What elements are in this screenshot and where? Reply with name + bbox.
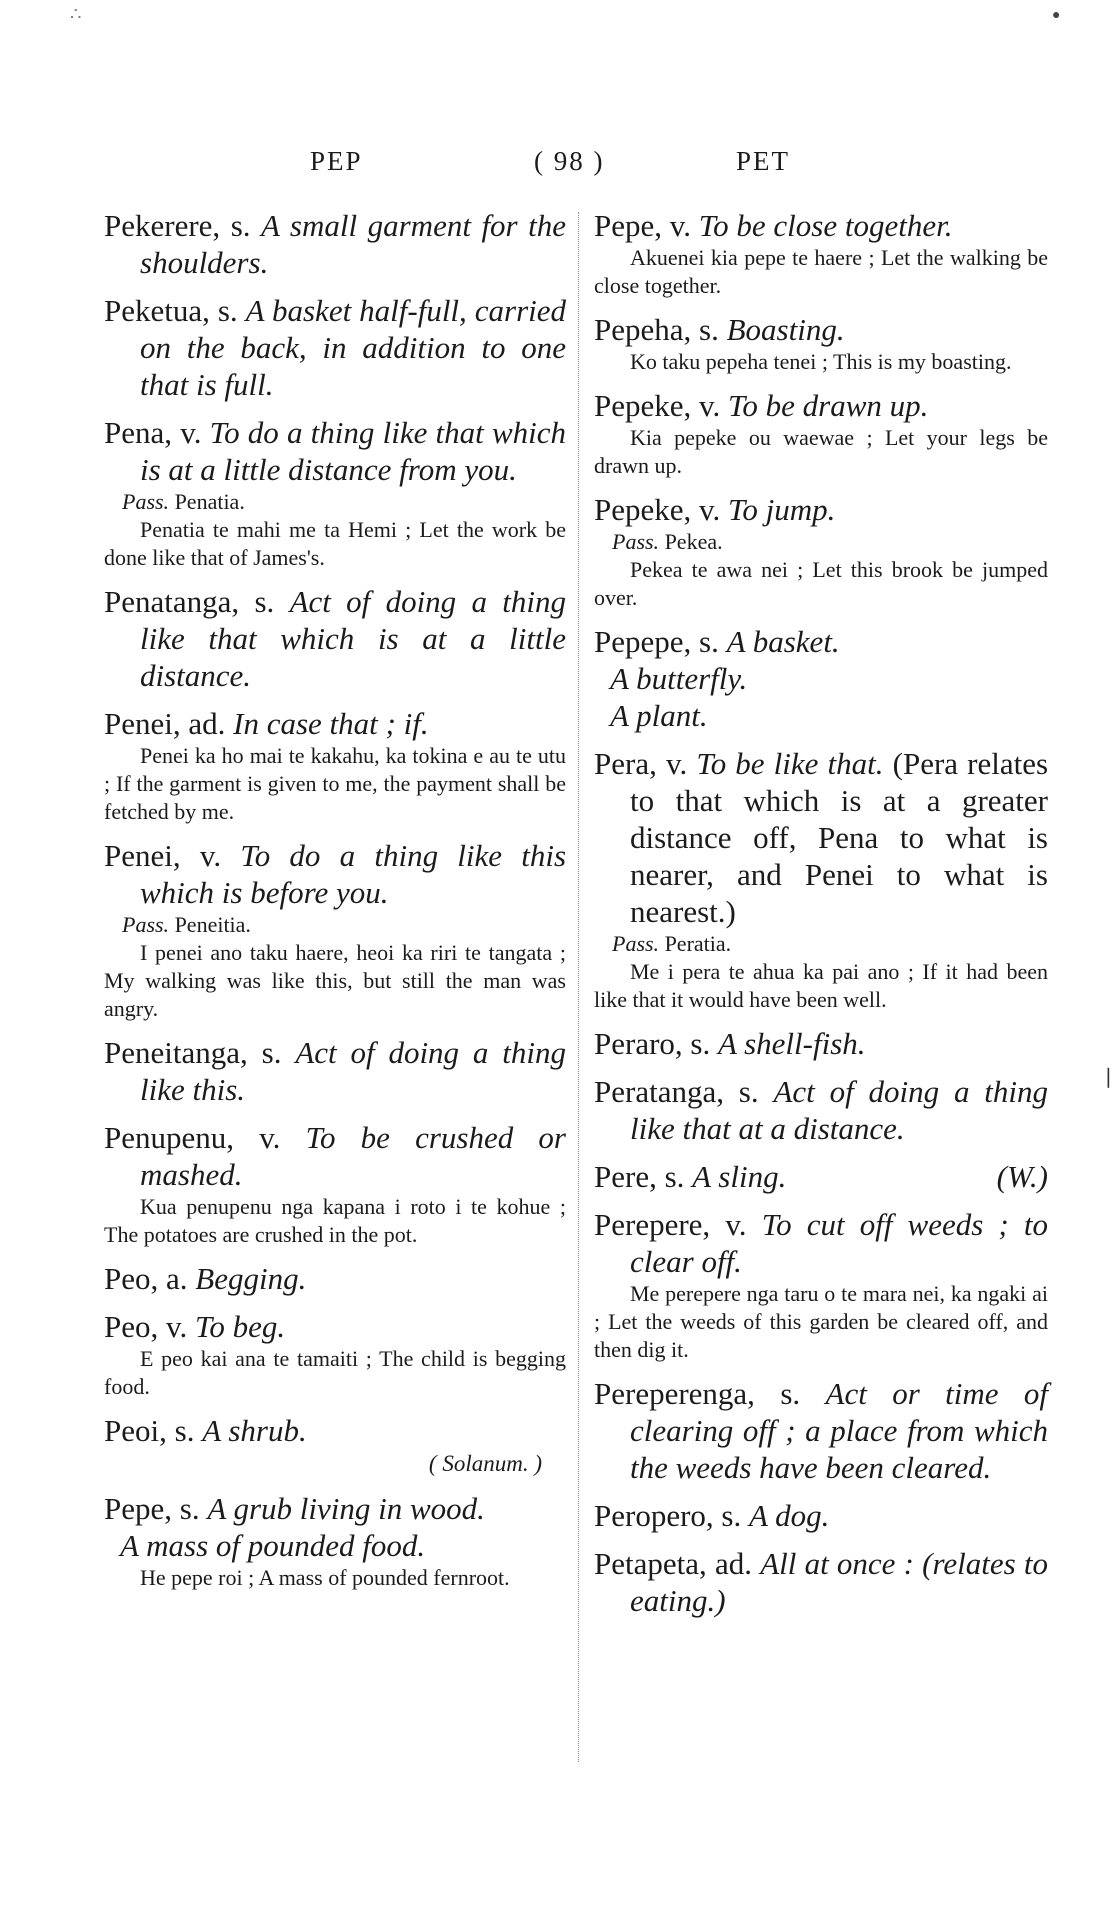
entry-line — [594, 745, 1048, 930]
headword: Peo, — [104, 1309, 159, 1344]
margin-mark-icon: ❘ — [1100, 1066, 1117, 1088]
headword: Pekerere, — [104, 208, 221, 243]
part-of-speech: v. — [180, 415, 202, 450]
definition: Begging. — [195, 1261, 307, 1296]
part-of-speech: s. — [690, 1026, 711, 1061]
dictionary-entry — [104, 1490, 566, 1592]
definition: A dog. — [748, 1498, 830, 1533]
header-left: PEP — [310, 146, 363, 176]
definition: To jump. — [728, 492, 836, 527]
passive-form — [104, 488, 566, 516]
corner-mark-icon: ∴ — [70, 4, 82, 24]
dictionary-entry — [104, 1034, 566, 1108]
headword: Peneitanga, — [104, 1035, 248, 1070]
definition: A basket. — [726, 624, 840, 659]
entry-line — [104, 583, 566, 694]
definition: To be drawn up. — [728, 388, 929, 423]
entry-line — [594, 623, 1048, 660]
example-sentence: He pepe roi ; A mass of pounded fernroot. — [140, 1565, 510, 1590]
dictionary-entry — [104, 207, 566, 281]
dictionary-entry — [594, 623, 1048, 734]
definition: To be crushed or mashed. — [140, 1120, 566, 1192]
example-sentence: Ko taku pepeha tenei ; This is my boasting. — [630, 349, 1012, 374]
definition: Act or time of clearing off ; a place from which the weeds have been cleared. — [630, 1376, 1048, 1485]
part-of-speech: s. — [780, 1376, 801, 1411]
headword: Peropero, — [594, 1498, 714, 1533]
entry-line — [104, 1490, 566, 1527]
example-sentence: Kua penupenu nga kapana i roto i te kohue ; The potatoes are crushed in the pot. — [104, 1194, 566, 1247]
definition: Act of doing a thing like that which is at a little distance. — [140, 584, 566, 693]
dictionary-entry — [104, 1412, 566, 1479]
dictionary-entry — [594, 1545, 1048, 1619]
definition: All at once : (relates to eating.) — [630, 1546, 1049, 1618]
headword: Peraro, — [594, 1026, 683, 1061]
dictionary-entry — [594, 491, 1048, 612]
dictionary-entry — [594, 1158, 1048, 1195]
definition: Act of doing a thing like this. — [140, 1035, 566, 1107]
example-sentence: Penei ka ho mai te kakahu, ka tokina e au te utu ; If the garment is given to me, the payment shall be fetched by me. — [104, 743, 566, 824]
definition: A grub living in wood. — [207, 1491, 485, 1526]
passive-value: Penatia. — [174, 489, 245, 514]
part-of-speech: s. — [179, 1491, 200, 1526]
part-of-speech: v. — [665, 746, 688, 781]
passive-label: Pass. — [612, 529, 660, 554]
entry-line — [594, 1025, 1048, 1062]
headword: Perepere, — [594, 1207, 711, 1242]
headword: Pereperenga, — [594, 1376, 755, 1411]
headword: Penatanga, — [104, 584, 240, 619]
example-sentence: E peo kai ana te tamaiti ; The child is begging food. — [104, 1346, 566, 1399]
headword: Pera, — [594, 746, 657, 781]
definition: A sling. — [692, 1159, 787, 1194]
headword: Penupenu, — [104, 1120, 235, 1155]
dictionary-entry — [104, 1308, 566, 1401]
headword: Peoi, — [104, 1413, 167, 1448]
definition: To beg. — [195, 1309, 286, 1344]
part-of-speech: v. — [699, 388, 721, 423]
definition: In case that ; if. — [233, 706, 429, 741]
part-of-speech: v. — [259, 1120, 281, 1155]
part-of-speech: s. — [261, 1035, 282, 1070]
part-of-speech: s. — [230, 208, 251, 243]
definition: A shell-fish. — [717, 1026, 866, 1061]
definition: To be close together. — [698, 208, 953, 243]
dictionary-entry — [104, 1119, 566, 1249]
part-of-speech: ad. — [714, 1546, 752, 1581]
entry-line — [594, 1497, 1048, 1534]
dictionary-entry — [104, 837, 566, 1023]
part-of-speech: s. — [721, 1498, 742, 1533]
example-sentence: I penei ano taku haere, heoi ka riri te tangata ; My walking was like this, but still the man was angry. — [104, 940, 566, 1021]
passive-form — [104, 911, 566, 939]
definition: To do a thing like that which is at a little distance from you. — [140, 415, 567, 487]
passive-label: Pass. — [122, 912, 170, 937]
headword: Peo, — [104, 1261, 159, 1296]
part-of-speech: v. — [725, 1207, 747, 1242]
dictionary-entry — [594, 1375, 1048, 1486]
headword: Pere, — [594, 1159, 657, 1194]
dictionary-entry — [594, 311, 1048, 376]
part-of-speech: s. — [699, 624, 719, 659]
passive-value: Peratia. — [664, 931, 732, 956]
entry-line — [104, 292, 566, 403]
entry-line — [594, 1375, 1048, 1486]
headword: Pepeke, — [594, 492, 692, 527]
entry-line — [104, 207, 566, 281]
entry-line — [594, 1206, 1048, 1280]
headword: Pepepe, — [594, 624, 692, 659]
part-of-speech: s. — [664, 1159, 685, 1194]
botanical-name: ( Solanum. ) — [428, 1451, 542, 1476]
dictionary-entry — [594, 387, 1048, 480]
entry-line — [104, 414, 566, 488]
left-column — [104, 207, 566, 1603]
dictionary-entry — [104, 292, 566, 403]
headword: Pepe, — [104, 1491, 173, 1526]
definition: To do a thing like this which is before you. — [140, 838, 567, 910]
sub-definition: A plant. — [610, 698, 708, 733]
headword: Penei, — [104, 838, 181, 873]
part-of-speech: v. — [199, 838, 222, 873]
example-sentence: Penatia te mahi me ta Hemi ; Let the work be done like that of James's. — [104, 517, 566, 570]
example-sentence: Akuenei kia pepe te haere ; Let the walking be close together. — [594, 245, 1048, 298]
header-right: PET — [736, 146, 791, 176]
passive-label: Pass. — [122, 489, 170, 514]
dictionary-entry — [594, 207, 1048, 300]
usage-note: (Pera relates to that which is at a greater distance off, Pena to what is nearer, and Penei to what is nearest.) — [630, 746, 1049, 929]
part-of-speech: s. — [174, 1413, 195, 1448]
headword: Penei, — [104, 706, 181, 741]
entry-line — [594, 491, 1048, 528]
definition: To cut off weeds ; to clear off. — [630, 1207, 1048, 1279]
dictionary-entry — [104, 1260, 566, 1297]
dictionary-entry — [594, 1073, 1048, 1147]
part-of-speech: v. — [669, 208, 692, 243]
entry-line — [104, 837, 566, 911]
part-of-speech: s. — [738, 1074, 759, 1109]
passive-form — [594, 930, 1048, 958]
passive-value: Peneitia. — [174, 912, 251, 937]
right-column — [594, 207, 1048, 1630]
entry-line — [104, 1308, 566, 1345]
dictionary-entry — [104, 414, 566, 572]
example-sentence: Pekea te awa nei ; Let this brook be jumped over. — [594, 557, 1048, 610]
dictionary-entry — [594, 745, 1048, 1014]
headword: Peratanga, — [594, 1074, 724, 1109]
part-of-speech: s. — [217, 293, 238, 328]
entry-line — [104, 1119, 566, 1193]
dictionary-entry — [594, 1206, 1048, 1364]
part-of-speech: ad. — [188, 706, 226, 741]
entry-line — [104, 1034, 566, 1108]
source-tag: (W.) — [996, 1159, 1048, 1194]
passive-label: Pass. — [612, 931, 660, 956]
definition: A small garment for the shoulders. — [140, 208, 567, 280]
entry-line — [104, 1260, 566, 1297]
dot-mark-icon: ● — [1052, 8, 1061, 23]
headword: Pepe, — [594, 208, 663, 243]
dictionary-entry — [104, 583, 566, 694]
definition: Act of doing a thing like that at a distance. — [630, 1074, 1049, 1146]
column-divider — [578, 212, 579, 1762]
example-sentence: Me perepere nga taru o te mara nei, ka ngaki ai ; Let the weeds of this garden be cleared off, and then dig it. — [594, 1281, 1048, 1362]
running-header — [0, 146, 1114, 186]
definition: Boasting. — [726, 312, 845, 347]
headword: Pepeke, — [594, 388, 692, 423]
definition: A shrub. — [202, 1413, 307, 1448]
example-sentence: Me i pera te ahua ka pai ano ; If it had been like that it would have been well. — [594, 959, 1048, 1012]
definition: To be like that. — [696, 746, 884, 781]
entry-line — [594, 207, 1048, 244]
entry-line — [104, 1412, 566, 1449]
headword: Petapeta, — [594, 1546, 707, 1581]
entry-line — [594, 311, 1048, 348]
dictionary-entry — [594, 1025, 1048, 1062]
part-of-speech: v. — [166, 1309, 188, 1344]
dictionary-entry — [594, 1497, 1048, 1534]
headword: Pepeha, — [594, 312, 692, 347]
entry-line — [594, 387, 1048, 424]
part-of-speech: s. — [699, 312, 719, 347]
example-sentence: Kia pepeke ou waewae ; Let your legs be drawn up. — [594, 425, 1048, 478]
definition: A basket half-full, carried on the back, in addition to one that is full. — [140, 293, 567, 402]
page-number: ( 98 ) — [534, 146, 605, 176]
headword: Peketua, — [104, 293, 210, 328]
sub-definition: A butterfly. — [610, 661, 748, 696]
entry-line — [594, 1545, 1048, 1619]
part-of-speech: v. — [699, 492, 721, 527]
passive-value: Pekea. — [664, 529, 723, 554]
part-of-speech: s. — [254, 584, 275, 619]
dictionary-entry — [104, 705, 566, 826]
sub-definition: A mass of pounded food. — [120, 1528, 426, 1563]
entry-line — [104, 705, 566, 742]
entry-line — [594, 1158, 1048, 1195]
headword: Pena, — [104, 415, 173, 450]
passive-form — [594, 528, 1048, 556]
entry-line — [594, 1073, 1048, 1147]
part-of-speech: a. — [166, 1261, 188, 1296]
